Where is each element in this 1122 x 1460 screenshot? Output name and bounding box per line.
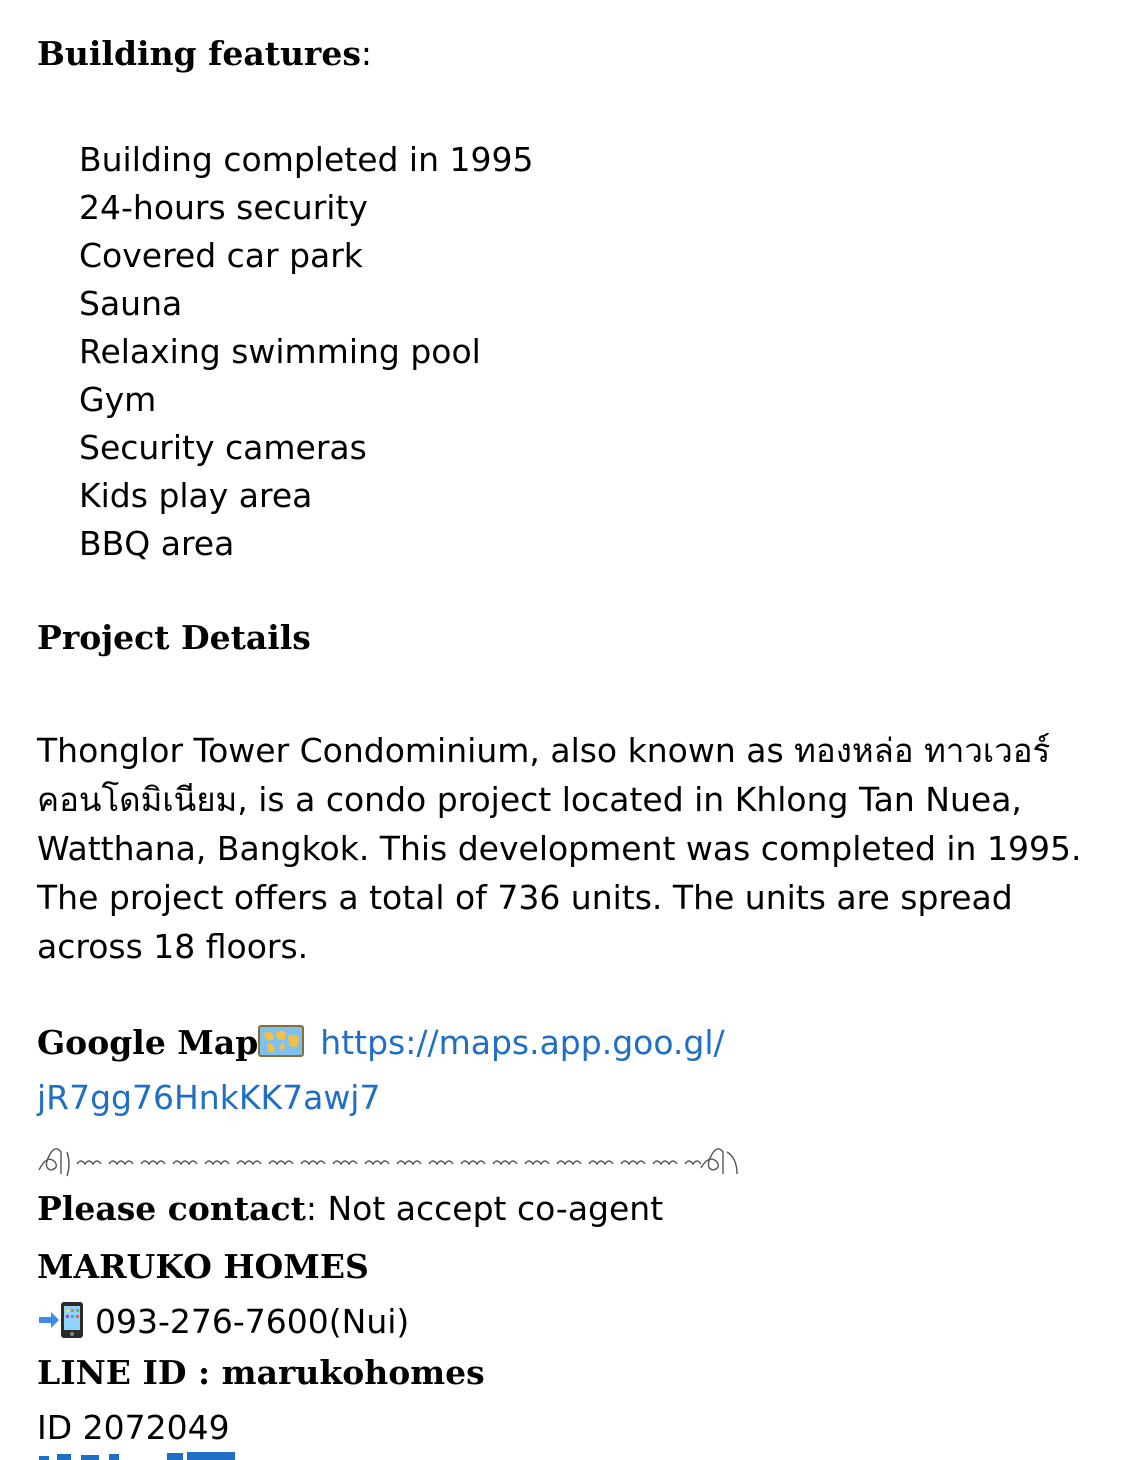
project-description: Thonglor Tower Condominium, also known as ทองหล่อ ทาวเวอร์ คอนโดมิเนียม, is a condo project located in Khlong Tan Nuea, Watthana, Bangkok. This development was completed in 1995. The project offers a total of 736 units. The units are spread across 18 floors. — [37, 731, 1082, 966]
world-map-icon — [258, 1024, 304, 1058]
feature-item: Sauna — [79, 284, 183, 323]
google-map-link[interactable]: https://maps.app.goo.gl/ — [320, 1023, 725, 1062]
building-features-title: Building features — [37, 34, 361, 73]
feature-item: 24-hours security — [79, 188, 368, 227]
contact-line — [37, 1186, 663, 1238]
google-map-line — [37, 1018, 725, 1074]
company-name: MARUKO HOMES — [37, 1247, 369, 1286]
contact-label: Please contact — [37, 1189, 306, 1228]
contact-note: Not accept co-agent — [327, 1189, 664, 1228]
phone-line — [37, 1298, 409, 1352]
feature-item: BBQ area — [79, 524, 235, 563]
line-id-value: marukohomes — [221, 1353, 485, 1392]
decorative-divider — [37, 1134, 742, 1178]
feature-item: Building completed in 1995 — [79, 140, 534, 179]
feature-item: Kids play area — [79, 476, 313, 515]
cut-off-next-line — [37, 1452, 257, 1460]
contact-separator: : — [305, 1189, 328, 1228]
line-id-label: LINE ID : — [37, 1353, 222, 1392]
feature-item: Gym — [79, 380, 157, 419]
building-features-list — [79, 136, 534, 568]
listing-id: ID 2072049 — [37, 1408, 230, 1447]
building-features-heading — [37, 34, 372, 80]
phone-number[interactable]: 093-276-7600(Nui) — [95, 1302, 410, 1341]
google-map-label: Google Map — [37, 1023, 259, 1062]
line-id-line — [37, 1350, 485, 1402]
mobile-phone-arrow-icon — [37, 1301, 91, 1339]
feature-item: Security cameras — [79, 428, 367, 467]
google-map-link-continued[interactable]: jR7gg76HnkKK7awj7 — [37, 1078, 381, 1117]
building-features-colon: : — [360, 34, 373, 73]
project-details-heading: Project Details — [37, 618, 311, 657]
feature-item: Relaxing swimming pool — [79, 332, 481, 371]
feature-item: Covered car park — [79, 236, 363, 275]
